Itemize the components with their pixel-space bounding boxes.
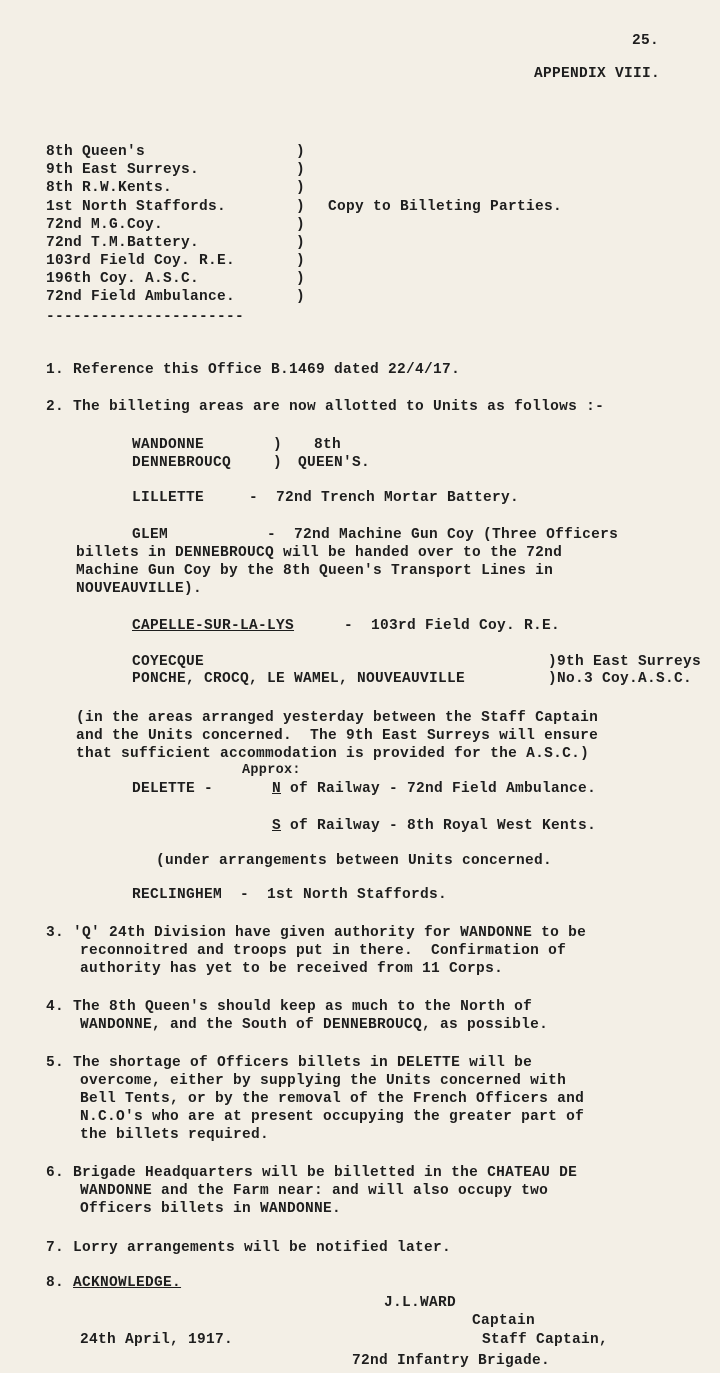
- appendix-heading: APPENDIX VIII.: [534, 66, 661, 82]
- arrangements-note: (under arrangements between Units concerned.: [156, 853, 553, 869]
- bracket: ): [273, 437, 283, 453]
- copy-note: Copy to Billeting Parties.: [328, 199, 563, 215]
- paragraph-6: 6. Brigade Headquarters will be billetted in the CHATEAU DE: [46, 1165, 578, 1181]
- signature-rank: Captain: [472, 1313, 536, 1329]
- paragraph-7: 7. Lorry arrangements will be notified later.: [46, 1240, 452, 1256]
- south-letter: S: [272, 818, 282, 834]
- north-allotment: of Railway - 72nd Field Ambulance.: [281, 781, 597, 797]
- bracket: ): [296, 289, 306, 305]
- allotment-glem-cont: billets in DENNEBROUCQ will be handed over to the 72nd: [76, 545, 563, 561]
- paragraph-4: 4. The 8th Queen's should keep as much to the North of: [46, 999, 533, 1015]
- delette-south: [272, 817, 596, 835]
- unit-east-surreys: )9th East Surreys: [548, 654, 702, 670]
- paragraph-5-cont: overcome, either by supplying the Units concerned with: [80, 1073, 567, 1089]
- unit-entry: 72nd T.M.Battery.: [46, 235, 200, 251]
- signature-unit: 72nd Infantry Brigade.: [352, 1353, 551, 1369]
- unit-entry: 8th R.W.Kents.: [46, 180, 173, 196]
- areas-note: that sufficient accommodation is provided for the A.S.C.): [76, 746, 590, 762]
- bracket: ): [296, 271, 306, 287]
- north-letter: N: [272, 781, 282, 797]
- document-date: 24th April, 1917.: [80, 1332, 234, 1348]
- place-dennebroucq: DENNEBROUCQ: [132, 455, 232, 471]
- unit-entry: 72nd Field Ambulance.: [46, 289, 236, 305]
- paragraph-8: [46, 1274, 181, 1292]
- bracket: ): [296, 199, 306, 215]
- paragraph-5-cont: N.C.O's who are at present occupying the greater part of: [80, 1109, 585, 1125]
- bracket: ): [296, 235, 306, 251]
- signature-name: J.L.WARD: [384, 1295, 457, 1311]
- place-ponche: PONCHE, CROCQ, LE WAMEL, NOUVEAUVILLE: [132, 671, 466, 687]
- bracket: ): [296, 162, 306, 178]
- signature-role: Staff Captain,: [482, 1332, 609, 1348]
- page-number: 25.: [632, 33, 660, 49]
- allotment-glem-cont: NOUVEAUVILLE).: [76, 581, 203, 597]
- paragraph-4-cont: WANDONNE, and the South of DENNEBROUCQ, as possible.: [80, 1017, 549, 1033]
- areas-note: (in the areas arranged yesterday between the Staff Captain: [76, 710, 599, 726]
- unit-entry: 1st North Staffords.: [46, 199, 227, 215]
- unit-entry: 103rd Field Coy. R.E.: [46, 253, 236, 269]
- paragraph-5-cont: Bell Tents, or by the removal of the French Officers and: [80, 1091, 585, 1107]
- place-capelle: CAPELLE-SUR-LA-LYS: [132, 618, 295, 634]
- place-wandonne: WANDONNE: [132, 437, 205, 453]
- delette-north: [272, 780, 596, 798]
- acknowledge-text: ACKNOWLEDGE.: [73, 1275, 182, 1291]
- south-allotment: of Railway - 8th Royal West Kents.: [281, 818, 597, 834]
- bracket: ): [296, 180, 306, 196]
- paragraph-3-cont: reconnoitred and troops put in there. Confirmation of: [80, 943, 567, 959]
- unit-queens-line1: 8th: [314, 437, 342, 453]
- allotment-reclinghem: RECLINGHEM - 1st North Staffords.: [132, 887, 448, 903]
- paragraph-2: 2. The billeting areas are now allotted to Units as follows :-: [46, 399, 605, 415]
- unit-entry: 9th East Surreys.: [46, 162, 200, 178]
- paragraph-3-cont: authority has yet to be received from 11 Corps.: [80, 961, 504, 977]
- place-delette: DELETTE -: [132, 781, 214, 797]
- paragraph-5-cont: the billets required.: [80, 1127, 270, 1143]
- bracket: ): [296, 253, 306, 269]
- paragraph-8-number: 8.: [46, 1275, 74, 1291]
- unit-asc: )No.3 Coy.A.S.C.: [548, 671, 693, 687]
- areas-note: and the Units concerned. The 9th East Surreys will ensure: [76, 728, 599, 744]
- allotment-glem-cont: Machine Gun Coy by the 8th Queen's Transport Lines in: [76, 563, 554, 579]
- place-coyecque: COYECQUE: [132, 654, 205, 670]
- bracket: ): [296, 217, 306, 233]
- paragraph-6-cont: Officers billets in WANDONNE.: [80, 1201, 342, 1217]
- approx-label: Approx:: [242, 763, 301, 778]
- unit-entry: 196th Coy. A.S.C.: [46, 271, 200, 287]
- paragraph-5: 5. The shortage of Officers billets in DELETTE will be: [46, 1055, 533, 1071]
- divider-rule: ----------------------: [46, 309, 245, 325]
- allotment-glem: GLEM - 72nd Machine Gun Coy (Three Officers: [132, 527, 619, 543]
- unit-entry: 8th Queen's: [46, 144, 146, 160]
- bracket: ): [273, 455, 283, 471]
- allotment-lillette: LILLETTE - 72nd Trench Mortar Battery.: [132, 490, 520, 506]
- allotment-capelle-unit: - 103rd Field Coy. R.E.: [344, 618, 561, 634]
- paragraph-1: 1. Reference this Office B.1469 dated 22/4/17.: [46, 362, 461, 378]
- paragraph-3: 3. 'Q' 24th Division have given authority for WANDONNE to be: [46, 925, 587, 941]
- bracket: ): [296, 144, 306, 160]
- unit-queens-line2: QUEEN'S.: [298, 455, 371, 471]
- paragraph-6-cont: WANDONNE and the Farm near: and will also occupy two: [80, 1183, 549, 1199]
- unit-entry: 72nd M.G.Coy.: [46, 217, 164, 233]
